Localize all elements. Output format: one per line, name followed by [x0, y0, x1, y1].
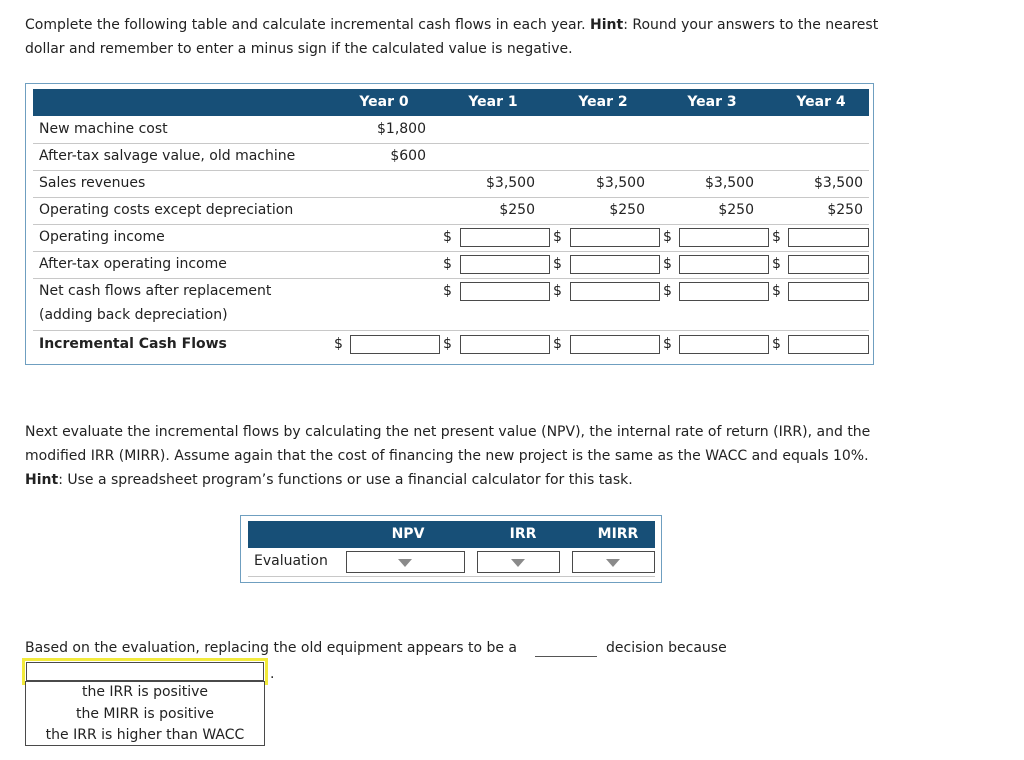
- row-label: Net cash flows after replacement: [39, 283, 272, 299]
- operating-income-year3-input[interactable]: [679, 228, 769, 247]
- year1-value: $3,500: [486, 175, 535, 191]
- dollar-sign: $: [772, 229, 781, 245]
- after-tax-income-year3-input[interactable]: [679, 255, 769, 274]
- year0-value: $1,800: [377, 121, 426, 137]
- instructions-part1: Complete the following table and calculate incremental cash flows in each year.: [25, 17, 590, 33]
- reason-dropdown-list: [25, 681, 265, 746]
- table-header: [33, 89, 869, 116]
- row-label: After-tax salvage value, old machine: [39, 148, 296, 164]
- dollar-sign: $: [553, 336, 562, 352]
- incremental-cf-year2-input[interactable]: [570, 335, 660, 354]
- operating-income-year1-input[interactable]: [460, 228, 550, 247]
- header-mirr: MIRR: [597, 526, 639, 542]
- dollar-sign: $: [663, 256, 672, 272]
- dollar-sign: $: [772, 256, 781, 272]
- chevron-down-icon: [511, 559, 525, 567]
- year4-value: $250: [827, 202, 863, 218]
- hint-label: Hint: [590, 17, 624, 33]
- net-cash-flow-year2-input[interactable]: [570, 282, 660, 301]
- operating-income-year2-input[interactable]: [570, 228, 660, 247]
- conclusion-text-after: decision because: [606, 640, 727, 656]
- instructions-text: [25, 13, 905, 61]
- dollar-sign: $: [553, 256, 562, 272]
- incremental-cf-year0-input[interactable]: [350, 335, 440, 354]
- row-label: Operating income: [39, 229, 165, 245]
- chevron-down-icon: [606, 559, 620, 567]
- year4-value: $3,500: [814, 175, 863, 191]
- dollar-sign: $: [443, 336, 452, 352]
- dollar-sign: $: [334, 336, 343, 352]
- evaluation-text-part1: Next evaluate the incremental flows by calculating the net present value (NPV), the internal rate of return (IRR), and the modified IRR (MIRR). Assume again that the cost of financing the new project is the same as the WACC and equals 10%.: [25, 424, 871, 464]
- conclusion-text: Based on the evaluation, replacing the old equipment appears to be a: [25, 640, 518, 656]
- header-year-1: Year 1: [468, 94, 518, 110]
- year3-value: $3,500: [705, 175, 754, 191]
- reason-option[interactable]: the IRR is higher than WACC: [45, 727, 245, 743]
- row-label: After-tax operating income: [39, 256, 227, 272]
- year2-value: $250: [609, 202, 645, 218]
- dollar-sign: $: [443, 256, 452, 272]
- header-year-0: Year 0: [359, 94, 409, 110]
- row-operating-costs: [33, 197, 869, 225]
- evaluation-instructions: [25, 420, 895, 492]
- dollar-sign: $: [772, 283, 781, 299]
- evaluation-table: [240, 515, 662, 583]
- row-operating-income: [33, 224, 869, 252]
- after-tax-income-year4-input[interactable]: [788, 255, 869, 274]
- dollar-sign: $: [772, 336, 781, 352]
- row-after-tax-operating-income: [33, 251, 869, 279]
- incremental-cf-year3-input[interactable]: [679, 335, 769, 354]
- incremental-cf-year1-input[interactable]: [460, 335, 550, 354]
- reason-select-field[interactable]: [26, 662, 264, 681]
- irr-select[interactable]: [477, 551, 560, 573]
- header-irr: IRR: [509, 526, 537, 542]
- row-divider: [248, 576, 655, 577]
- reason-option[interactable]: the IRR is positive: [81, 684, 208, 700]
- evaluation-text-part2: : Use a spreadsheet program’s functions or use a financial calculator for this task.: [58, 472, 633, 488]
- year0-value: $600: [390, 148, 426, 164]
- net-cash-flow-year1-input[interactable]: [460, 282, 550, 301]
- npv-select[interactable]: [346, 551, 465, 573]
- row-net-cash-flows: [33, 278, 869, 331]
- row-label: Operating costs except depreciation: [39, 202, 294, 218]
- header-year-4: Year 4: [796, 94, 846, 110]
- hint-label: Hint: [25, 472, 59, 488]
- reason-option[interactable]: the MIRR is positive: [75, 705, 215, 722]
- cash-flow-table: [25, 83, 874, 365]
- row-new-machine-cost: [33, 116, 869, 144]
- after-tax-income-year2-input[interactable]: [570, 255, 660, 274]
- dollar-sign: $: [663, 229, 672, 245]
- year3-value: $250: [718, 202, 754, 218]
- operating-income-year4-input[interactable]: [788, 228, 869, 247]
- dollar-sign: $: [553, 283, 562, 299]
- dollar-sign: $: [443, 283, 452, 299]
- dollar-sign: $: [663, 336, 672, 352]
- decision-blank[interactable]: [535, 656, 597, 657]
- mirr-select[interactable]: [572, 551, 655, 573]
- row-salvage-value: [33, 143, 869, 171]
- evaluation-row-label: Evaluation: [254, 553, 328, 569]
- dollar-sign: $: [443, 229, 452, 245]
- dollar-sign: $: [553, 229, 562, 245]
- dollar-sign: $: [663, 283, 672, 299]
- header-npv: NPV: [391, 526, 425, 542]
- instructions-part2: : Round your answers to the nearest dollar and remember to enter a minus sign if the calculated value is negative.: [25, 17, 879, 57]
- year2-value: $3,500: [596, 175, 645, 191]
- header-year-2: Year 2: [578, 94, 628, 110]
- row-label: Sales revenues: [39, 175, 146, 191]
- row-incremental-cash-flows: [33, 330, 869, 357]
- row-label: Incremental Cash Flows: [39, 336, 227, 352]
- evaluation-header: [248, 521, 655, 548]
- net-cash-flow-year4-input[interactable]: [788, 282, 869, 301]
- sentence-period: .: [270, 666, 275, 682]
- row-sales-revenues: [33, 170, 869, 198]
- row-label: New machine cost: [39, 121, 168, 137]
- header-year-3: Year 3: [687, 94, 737, 110]
- chevron-down-icon: [398, 559, 412, 567]
- year1-value: $250: [499, 202, 535, 218]
- incremental-cf-year4-input[interactable]: [788, 335, 869, 354]
- net-cash-flow-year3-input[interactable]: [679, 282, 769, 301]
- after-tax-income-year1-input[interactable]: [460, 255, 550, 274]
- row-label-line2: (adding back depreciation): [39, 307, 228, 323]
